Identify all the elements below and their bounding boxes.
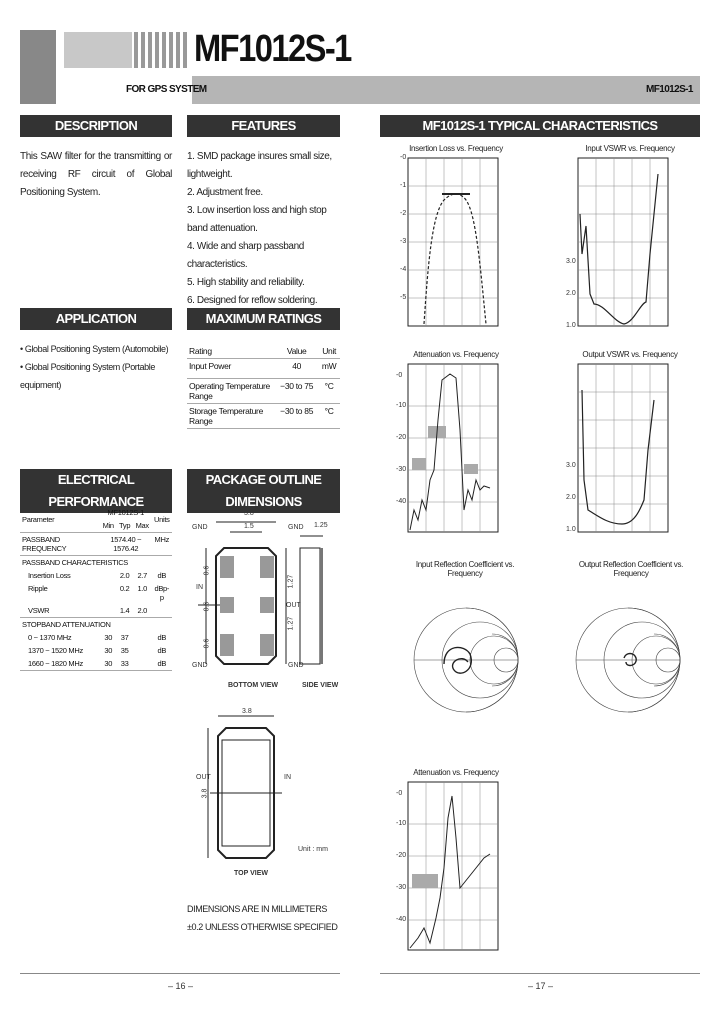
y-tick: 1.0 bbox=[566, 526, 576, 533]
table-cell: 30 bbox=[104, 633, 113, 642]
table-cell: 37 bbox=[120, 633, 129, 642]
table-cell bbox=[133, 657, 152, 671]
table-row bbox=[187, 404, 340, 429]
table-cell: °C bbox=[318, 404, 340, 429]
dim-label: 1.5 bbox=[244, 523, 254, 530]
attenuation-wide-chart bbox=[394, 778, 504, 962]
table-cell bbox=[133, 631, 152, 644]
table-cell: 2.0 bbox=[133, 604, 152, 618]
table-cell: VSWR bbox=[20, 604, 100, 618]
y-tick: 2.0 bbox=[566, 290, 576, 297]
dim-label: 0.6 bbox=[203, 638, 211, 649]
description-heading: DESCRIPTION bbox=[20, 115, 172, 137]
table-cell: 2.7 bbox=[137, 571, 147, 580]
table-row bbox=[20, 582, 172, 604]
chart-title: Output VSWR vs. Frequency bbox=[582, 350, 678, 359]
page-number-left: – 16 – bbox=[168, 981, 194, 991]
pin-label: OUT bbox=[286, 602, 301, 609]
chart-title: Attenuation vs. Frequency bbox=[413, 768, 499, 777]
table-header-cell: Rating bbox=[187, 344, 275, 359]
feature-item: 6. Designed for reflow soldering. bbox=[187, 295, 318, 306]
pin-label: GND bbox=[192, 662, 208, 669]
table-cell bbox=[152, 604, 172, 618]
table-row bbox=[187, 379, 340, 404]
table-row bbox=[20, 533, 172, 556]
y-tick: -4 bbox=[400, 266, 407, 273]
table-cell: 40 bbox=[275, 359, 318, 379]
y-tick: -0 bbox=[400, 154, 407, 161]
dim-label: 0.6 bbox=[203, 601, 211, 612]
table-cell: dB bbox=[157, 571, 167, 580]
max-ratings-heading: MAXIMUM RATINGS bbox=[187, 308, 340, 330]
y-tick: -40 bbox=[396, 916, 407, 923]
pin-label: IN bbox=[196, 584, 203, 591]
input-smith-chart bbox=[404, 574, 536, 744]
y-tick: 2.0 bbox=[566, 494, 576, 501]
table-cell: Storage Temperature Range bbox=[187, 404, 275, 429]
table-cell: °C bbox=[318, 379, 340, 404]
typical-characteristics-heading: MF1012S-1 TYPICAL CHARACTERISTICS bbox=[380, 115, 700, 137]
table-cell: 1574.40 ~ 1576.42 bbox=[100, 533, 152, 556]
attenuation-chart bbox=[394, 360, 504, 544]
dim-label: 0.6 bbox=[203, 565, 211, 576]
package-drawing bbox=[186, 500, 342, 920]
table-row bbox=[20, 644, 172, 657]
package-heading: PACKAGE OUTLINE DIMENSIONS bbox=[187, 469, 340, 513]
dim-label: 3.8 bbox=[242, 708, 252, 715]
table-cell bbox=[100, 582, 116, 604]
dim-label: 1.27 bbox=[287, 616, 295, 631]
table-row bbox=[20, 604, 172, 618]
insertion-loss-chart bbox=[394, 154, 504, 338]
package-note: DIMENSIONS ARE IN MILLIMETERS bbox=[187, 904, 327, 914]
chart-title: Output Reflection Coefficient vs. Frequency bbox=[578, 560, 684, 578]
table-header-cell: Value bbox=[275, 344, 318, 359]
table-cell: dB bbox=[157, 646, 167, 655]
units-header: Units bbox=[152, 506, 172, 533]
table-cell: 30 bbox=[100, 657, 116, 671]
table-row bbox=[20, 657, 172, 671]
table-cell: dB bbox=[152, 657, 172, 671]
top-view-drawing bbox=[208, 716, 282, 858]
table-cell: −30 to 75 bbox=[275, 379, 318, 404]
dim-label: 1.25 bbox=[314, 522, 328, 529]
dim-label: 3.8 bbox=[244, 510, 254, 517]
feature-item: 2. Adjustment free. bbox=[187, 187, 263, 198]
table-cell: PASSBAND FREQUENCY bbox=[20, 533, 100, 556]
max-header: Max bbox=[133, 519, 152, 533]
header-stripe-block bbox=[64, 32, 132, 68]
y-tick: 1.0 bbox=[566, 322, 576, 329]
y-tick: -3 bbox=[400, 238, 407, 245]
unit-label: Unit : mm bbox=[298, 846, 328, 853]
y-tick: -10 bbox=[396, 402, 407, 409]
y-tick: -10 bbox=[396, 820, 407, 827]
table-cell: Input Power bbox=[187, 359, 275, 379]
table-cell: 0.2 bbox=[119, 584, 130, 593]
table-header-cell: Unit bbox=[318, 344, 340, 359]
typ-header: Typ bbox=[116, 519, 132, 533]
y-tick: -2 bbox=[400, 210, 407, 217]
feature-item: 1. SMD package insures small size, lightweight. bbox=[187, 151, 332, 180]
package-note: ±0.2 UNLESS OTHERWISE SPECIFIED bbox=[187, 922, 338, 932]
table-cell: −30 to 85 bbox=[275, 404, 318, 429]
header-gray-block bbox=[20, 30, 56, 104]
pin-label: GND bbox=[192, 524, 208, 531]
part-header: MF1012S-1 bbox=[107, 508, 145, 517]
subtitle-band bbox=[192, 76, 700, 104]
table-cell: Ripple bbox=[28, 584, 48, 593]
table-cell: mW bbox=[318, 359, 340, 379]
bottom-view-label: BOTTOM VIEW bbox=[228, 682, 279, 689]
pin-label: GND bbox=[288, 524, 304, 531]
y-tick: -20 bbox=[396, 852, 407, 859]
max-ratings-table bbox=[187, 344, 340, 429]
table-row bbox=[20, 631, 172, 644]
page-divider-right bbox=[380, 973, 700, 974]
header-right-label: MF1012S-1 bbox=[646, 84, 693, 95]
table-cell: 1.0 bbox=[137, 584, 147, 593]
subtitle-text: FOR GPS SYSTEM bbox=[126, 84, 207, 95]
electrical-heading: ELECTRICAL PERFORMANCE bbox=[20, 469, 172, 513]
electrical-table bbox=[20, 506, 172, 671]
page-number-right: – 17 – bbox=[528, 981, 554, 991]
output-smith-chart bbox=[566, 574, 698, 744]
output-vswr-chart bbox=[564, 360, 674, 544]
chart-title: Input VSWR vs. Frequency bbox=[585, 144, 675, 153]
table-cell: 0 ~ 1370 MHz bbox=[28, 633, 72, 642]
chart-title: Attenuation vs. Frequency bbox=[413, 350, 499, 359]
y-tick: -0 bbox=[396, 372, 403, 379]
description-text: This SAW filter for the transmitting or receiving RF circuit of Global Positioning System. bbox=[20, 151, 172, 198]
y-tick: -20 bbox=[396, 434, 407, 441]
features-heading: FEATURES bbox=[187, 115, 340, 137]
table-cell: dB bbox=[157, 633, 167, 642]
dim-label: 1.27 bbox=[287, 574, 295, 589]
y-tick: -30 bbox=[396, 466, 407, 473]
side-view-drawing bbox=[300, 536, 323, 664]
table-row bbox=[20, 618, 172, 632]
table-cell: 2.0 bbox=[119, 571, 130, 580]
bottom-view-drawing bbox=[198, 522, 286, 664]
y-tick: 3.0 bbox=[566, 258, 576, 265]
table-cell: 35 bbox=[120, 646, 129, 655]
table-cell: MHz bbox=[152, 533, 172, 556]
application-list bbox=[20, 340, 180, 394]
application-item: • Global Positioning System (Portable equipment) bbox=[20, 362, 155, 390]
application-heading: APPLICATION bbox=[20, 308, 172, 330]
part-number-title: MF1012S-1 bbox=[194, 28, 351, 70]
feature-item: 5. High stability and reliability. bbox=[187, 277, 305, 288]
side-view-label: SIDE VIEW bbox=[302, 682, 339, 689]
table-cell: 33 bbox=[116, 657, 132, 671]
table-row bbox=[20, 569, 172, 582]
feature-item: 4. Wide and sharp passband characteristics. bbox=[187, 241, 304, 270]
y-tick: -0 bbox=[396, 790, 403, 797]
table-header-row bbox=[187, 344, 340, 359]
min-header: Min bbox=[100, 519, 116, 533]
chart-title: Input Reflection Coefficient vs. Frequency bbox=[415, 560, 515, 578]
table-cell: 30 bbox=[104, 646, 113, 655]
top-view-label: TOP VIEW bbox=[234, 870, 268, 877]
table-cell bbox=[100, 604, 116, 618]
dim-label: 3.8 bbox=[201, 788, 209, 799]
table-cell: PASSBAND CHARACTERISTICS bbox=[22, 558, 129, 567]
y-tick: -1 bbox=[400, 182, 407, 189]
application-item: • Global Positioning System (Automobile) bbox=[20, 344, 169, 354]
y-tick: -40 bbox=[396, 498, 407, 505]
chart-title: Insertion Loss vs. Frequency bbox=[409, 144, 503, 153]
pin-label: IN bbox=[284, 774, 291, 781]
table-row bbox=[20, 556, 172, 570]
table-cell: 1.4 bbox=[116, 604, 132, 618]
features-list bbox=[187, 148, 343, 310]
pin-label: OUT bbox=[196, 774, 211, 781]
table-cell: 1660 ~ 1820 MHz bbox=[20, 657, 100, 671]
table-cell bbox=[100, 569, 116, 582]
param-header: Parameter bbox=[20, 506, 100, 533]
table-cell: dBp-p bbox=[154, 584, 170, 602]
y-tick: 3.0 bbox=[566, 462, 576, 469]
table-cell: Operating Temperature Range bbox=[187, 379, 275, 404]
table-cell: Insertion Loss bbox=[28, 571, 71, 580]
header-stripes bbox=[134, 32, 190, 68]
feature-item: 3. Low insertion loss and high stop band attenuation. bbox=[187, 205, 327, 234]
y-tick: -30 bbox=[396, 884, 407, 891]
page-divider-left bbox=[20, 973, 340, 974]
table-row bbox=[187, 359, 340, 379]
table-cell: 1370 ~ 1520 MHz bbox=[28, 646, 83, 655]
input-vswr-chart bbox=[564, 154, 674, 338]
y-tick: -5 bbox=[400, 294, 407, 301]
table-cell: STOPBAND ATTENUATION bbox=[22, 620, 111, 629]
pin-label: GND bbox=[288, 662, 304, 669]
table-header-row bbox=[20, 506, 172, 519]
table-cell bbox=[133, 644, 152, 657]
